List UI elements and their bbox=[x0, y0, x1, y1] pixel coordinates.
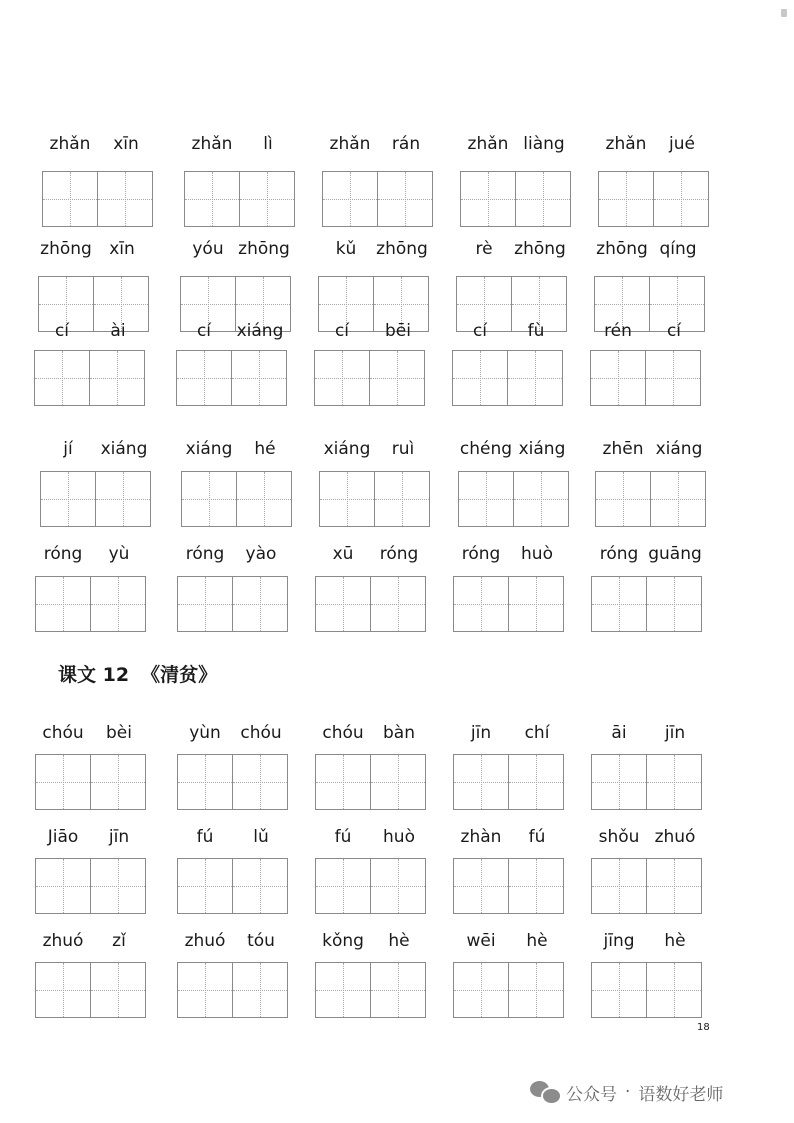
pinyin-he: hé bbox=[254, 439, 276, 459]
pinyin-zhan: zhǎn bbox=[49, 134, 91, 154]
word-item bbox=[38, 238, 149, 332]
tianzige-writing-box[interactable] bbox=[176, 350, 232, 406]
character-box-pair bbox=[458, 471, 569, 527]
character-box-pair bbox=[453, 962, 564, 1018]
tianzige-writing-box[interactable] bbox=[315, 962, 371, 1018]
character-box-pair bbox=[35, 858, 146, 914]
word-item bbox=[35, 930, 146, 1018]
tianzige-writing-box[interactable] bbox=[647, 576, 702, 632]
tianzige-writing-box[interactable] bbox=[91, 754, 146, 810]
tianzige-writing-box[interactable] bbox=[35, 858, 91, 914]
pinyin-rong: róng bbox=[185, 544, 225, 564]
character-box-pair bbox=[177, 962, 288, 1018]
pinyin-chou: chóu bbox=[240, 723, 282, 743]
tianzige-writing-box[interactable] bbox=[516, 171, 571, 227]
tianzige-writing-box[interactable] bbox=[375, 471, 430, 527]
tianzige-writing-box[interactable] bbox=[233, 858, 288, 914]
character-box-pair bbox=[315, 858, 426, 914]
word-item bbox=[177, 930, 288, 1018]
pinyin-jin: jīn bbox=[470, 723, 492, 743]
word-item bbox=[176, 320, 287, 406]
word-item bbox=[177, 543, 288, 632]
tianzige-writing-box[interactable] bbox=[509, 754, 564, 810]
word-item bbox=[453, 722, 564, 810]
pinyin-tou: tóu bbox=[247, 931, 275, 951]
pinyin-fu: fú bbox=[196, 827, 214, 847]
pinyin-jin: jīn bbox=[664, 723, 686, 743]
tianzige-writing-box[interactable] bbox=[35, 754, 91, 810]
pinyin-huo: huò bbox=[521, 544, 553, 564]
lesson-heading bbox=[58, 662, 217, 688]
pinyin-guang: guāng bbox=[648, 544, 702, 564]
tianzige-writing-box[interactable] bbox=[322, 171, 378, 227]
pinyin-rong: róng bbox=[599, 544, 639, 564]
pinyin-zhong: zhōng bbox=[376, 239, 428, 259]
character-box-pair bbox=[177, 754, 288, 810]
pinyin-xin: xīn bbox=[109, 239, 135, 259]
tianzige-writing-box[interactable] bbox=[371, 754, 426, 810]
tianzige-writing-box[interactable] bbox=[654, 171, 709, 227]
tianzige-writing-box[interactable] bbox=[370, 350, 425, 406]
pinyin-zhuo: zhuó bbox=[654, 827, 696, 847]
pinyin-zhuo: zhuó bbox=[42, 931, 84, 951]
pinyin-ci: cí bbox=[196, 321, 212, 341]
pinyin-zhan: zhǎn bbox=[605, 134, 647, 154]
pinyin-ren: rén bbox=[604, 321, 632, 341]
character-box-pair bbox=[184, 171, 295, 227]
watermark-source: 公众号 bbox=[566, 1084, 617, 1105]
character-box-pair bbox=[453, 576, 564, 632]
character-box-pair bbox=[595, 471, 706, 527]
character-box-pair bbox=[176, 350, 287, 406]
tianzige-writing-box[interactable] bbox=[315, 858, 371, 914]
pinyin-rong: róng bbox=[379, 544, 419, 564]
word-item bbox=[594, 238, 705, 332]
tianzige-writing-box[interactable] bbox=[453, 962, 509, 1018]
tianzige-writing-box[interactable] bbox=[237, 471, 292, 527]
pinyin-you: yóu bbox=[192, 239, 224, 259]
word-item bbox=[595, 438, 706, 527]
tianzige-writing-box[interactable] bbox=[371, 962, 426, 1018]
word-item bbox=[315, 930, 426, 1018]
tianzige-writing-box[interactable] bbox=[509, 576, 564, 632]
tianzige-writing-box[interactable] bbox=[96, 471, 151, 527]
tianzige-writing-box[interactable] bbox=[514, 471, 569, 527]
word-item bbox=[460, 133, 571, 227]
pinyin-huo: huò bbox=[383, 827, 415, 847]
tianzige-writing-box[interactable] bbox=[233, 754, 288, 810]
pinyin-rong: róng bbox=[43, 544, 83, 564]
tianzige-writing-box[interactable] bbox=[42, 171, 98, 227]
pinyin-fu: fù bbox=[527, 321, 545, 341]
word-item bbox=[598, 133, 709, 227]
tianzige-writing-box[interactable] bbox=[646, 350, 701, 406]
word-item bbox=[177, 826, 288, 914]
pinyin-xin: xīn bbox=[113, 134, 139, 154]
character-box-pair bbox=[35, 962, 146, 1018]
pinyin-ci: cí bbox=[54, 321, 70, 341]
pinyin-rong: róng bbox=[461, 544, 501, 564]
pinyin-li: lì bbox=[263, 134, 273, 154]
lesson-title: 《清贫》 bbox=[141, 664, 218, 686]
word-item bbox=[590, 320, 701, 406]
word-item bbox=[180, 238, 291, 332]
character-box-pair bbox=[591, 576, 702, 632]
tianzige-writing-box[interactable] bbox=[315, 754, 371, 810]
character-box-pair bbox=[319, 471, 430, 527]
pinyin-fu: fú bbox=[334, 827, 352, 847]
word-item bbox=[35, 722, 146, 810]
word-item bbox=[591, 930, 702, 1018]
tianzige-writing-box[interactable] bbox=[378, 171, 433, 227]
pinyin-chou: chóu bbox=[322, 723, 364, 743]
character-box-pair bbox=[315, 754, 426, 810]
pinyin-yao: yào bbox=[245, 544, 277, 564]
character-box-pair bbox=[314, 350, 425, 406]
tianzige-writing-box[interactable] bbox=[458, 471, 514, 527]
pinyin-zhuo: zhuó bbox=[184, 931, 226, 951]
tianzige-writing-box[interactable] bbox=[647, 962, 702, 1018]
pinyin-fu: fú bbox=[528, 827, 546, 847]
watermark-account: 语数好老师 bbox=[638, 1084, 724, 1105]
tianzige-writing-box[interactable] bbox=[177, 858, 233, 914]
tianzige-writing-box[interactable] bbox=[90, 350, 145, 406]
tianzige-writing-box[interactable] bbox=[232, 350, 287, 406]
word-item bbox=[452, 320, 563, 406]
word-item bbox=[456, 238, 567, 332]
character-box-pair bbox=[40, 471, 151, 527]
pinyin-liang: liàng bbox=[523, 134, 565, 154]
character-box-pair bbox=[315, 576, 426, 632]
pinyin-shou: shǒu bbox=[598, 827, 640, 847]
word-item bbox=[177, 722, 288, 810]
tianzige-writing-box[interactable] bbox=[509, 858, 564, 914]
character-box-pair bbox=[34, 350, 145, 406]
pinyin-zhan: zhǎn bbox=[329, 134, 371, 154]
character-box-pair bbox=[460, 171, 571, 227]
pinyin-ci: cí bbox=[472, 321, 488, 341]
pinyin-cheng: chéng bbox=[459, 439, 513, 459]
pinyin-zi: zǐ bbox=[112, 931, 126, 951]
tianzige-writing-box[interactable] bbox=[91, 962, 146, 1018]
tianzige-writing-box[interactable] bbox=[591, 576, 647, 632]
pinyin-zhong: zhōng bbox=[596, 239, 648, 259]
character-box-pair bbox=[177, 858, 288, 914]
pinyin-xiang: xiáng bbox=[323, 439, 371, 459]
pinyin-ji: jí bbox=[63, 439, 73, 459]
tianzige-writing-box[interactable] bbox=[647, 754, 702, 810]
character-box-pair bbox=[35, 576, 146, 632]
pinyin-he: hè bbox=[526, 931, 548, 951]
word-item bbox=[591, 722, 702, 810]
pinyin-xiang: xiáng bbox=[655, 439, 703, 459]
tianzige-writing-box[interactable] bbox=[91, 576, 146, 632]
pinyin-xiang: xiáng bbox=[185, 439, 233, 459]
pinyin-xiang: xiáng bbox=[236, 321, 284, 341]
pinyin-re: rè bbox=[475, 239, 493, 259]
watermark-separator: · bbox=[625, 1082, 631, 1102]
tianzige-writing-box[interactable] bbox=[184, 171, 240, 227]
word-item bbox=[453, 930, 564, 1018]
tianzige-writing-box[interactable] bbox=[177, 576, 233, 632]
character-box-pair bbox=[590, 350, 701, 406]
pinyin-zhong: zhōng bbox=[40, 239, 92, 259]
character-box-pair bbox=[177, 576, 288, 632]
word-item bbox=[453, 543, 564, 632]
pinyin-ai: āi bbox=[611, 723, 627, 743]
pinyin-ran: rán bbox=[391, 134, 421, 154]
tianzige-writing-box[interactable] bbox=[40, 471, 96, 527]
pinyin-ai: ài bbox=[110, 321, 126, 341]
tianzige-writing-box[interactable] bbox=[177, 962, 233, 1018]
pinyin-zhan: zhǎn bbox=[467, 134, 509, 154]
pinyin-ci: cí bbox=[334, 321, 350, 341]
tianzige-writing-box[interactable] bbox=[598, 171, 654, 227]
character-box-pair bbox=[591, 858, 702, 914]
pinyin-wei: wēi bbox=[466, 931, 496, 951]
word-item bbox=[184, 133, 295, 227]
character-box-pair bbox=[453, 754, 564, 810]
tianzige-writing-box[interactable] bbox=[177, 754, 233, 810]
tianzige-writing-box[interactable] bbox=[35, 962, 91, 1018]
pinyin-kong: kǒng bbox=[322, 931, 364, 951]
character-box-pair bbox=[591, 962, 702, 1018]
pinyin-zhen: zhēn bbox=[602, 439, 644, 459]
word-item bbox=[315, 722, 426, 810]
pinyin-yu: yù bbox=[108, 544, 130, 564]
word-item bbox=[458, 438, 569, 527]
tianzige-writing-box[interactable] bbox=[453, 754, 509, 810]
wechat-icon bbox=[530, 1081, 560, 1103]
word-item bbox=[591, 543, 702, 632]
pinyin-zhan: zhǎn bbox=[191, 134, 233, 154]
character-box-pair bbox=[453, 858, 564, 914]
word-item bbox=[315, 543, 426, 632]
pinyin-zhong: zhōng bbox=[238, 239, 290, 259]
tianzige-writing-box[interactable] bbox=[591, 754, 647, 810]
watermark-footer bbox=[530, 1078, 723, 1106]
tianzige-writing-box[interactable] bbox=[647, 858, 702, 914]
tianzige-writing-box[interactable] bbox=[509, 962, 564, 1018]
tianzige-writing-box[interactable] bbox=[34, 350, 90, 406]
word-item bbox=[181, 438, 292, 527]
pinyin-bei: bèi bbox=[106, 723, 132, 743]
word-item bbox=[42, 133, 153, 227]
word-item bbox=[40, 438, 151, 527]
pinyin-zhan: zhàn bbox=[460, 827, 502, 847]
pinyin-jue: jué bbox=[669, 134, 695, 154]
character-box-pair bbox=[591, 754, 702, 810]
tianzige-writing-box[interactable] bbox=[460, 171, 516, 227]
tianzige-writing-box[interactable] bbox=[453, 858, 509, 914]
pinyin-yun: yùn bbox=[189, 723, 221, 743]
word-item bbox=[315, 826, 426, 914]
lesson-number: 课文 12 bbox=[58, 664, 130, 686]
pinyin-ku: kǔ bbox=[335, 239, 357, 259]
pinyin-bei: bēi bbox=[385, 321, 411, 341]
pinyin-jin: jīn bbox=[108, 827, 130, 847]
character-box-pair bbox=[181, 471, 292, 527]
word-item bbox=[35, 826, 146, 914]
page-number: 18 bbox=[697, 1022, 710, 1033]
pinyin-lu: lǔ bbox=[253, 827, 269, 847]
tianzige-writing-box[interactable] bbox=[591, 962, 647, 1018]
tianzige-writing-box[interactable] bbox=[591, 858, 647, 914]
pinyin-xiang: xiáng bbox=[518, 439, 566, 459]
character-box-pair bbox=[315, 962, 426, 1018]
character-box-pair bbox=[452, 350, 563, 406]
pinyin-jiao: Jiāo bbox=[47, 827, 79, 847]
word-item bbox=[318, 238, 429, 332]
pinyin-he: hè bbox=[388, 931, 410, 951]
tianzige-writing-box[interactable] bbox=[240, 171, 295, 227]
tianzige-writing-box[interactable] bbox=[315, 576, 371, 632]
tianzige-writing-box[interactable] bbox=[233, 962, 288, 1018]
character-box-pair bbox=[322, 171, 433, 227]
word-item bbox=[591, 826, 702, 914]
pinyin-xu: xū bbox=[332, 544, 354, 564]
character-box-pair bbox=[35, 754, 146, 810]
pinyin-jing: jīng bbox=[603, 931, 635, 951]
tianzige-writing-box[interactable] bbox=[314, 350, 370, 406]
pinyin-ban: bàn bbox=[383, 723, 415, 743]
tianzige-writing-box[interactable] bbox=[98, 171, 153, 227]
pinyin-chou: chóu bbox=[42, 723, 84, 743]
tianzige-writing-box[interactable] bbox=[233, 576, 288, 632]
word-item bbox=[322, 133, 433, 227]
tianzige-writing-box[interactable] bbox=[590, 350, 646, 406]
pinyin-he: hè bbox=[664, 931, 686, 951]
pinyin-zhong: zhōng bbox=[514, 239, 566, 259]
tianzige-writing-box[interactable] bbox=[651, 471, 706, 527]
word-item bbox=[34, 320, 145, 406]
tianzige-writing-box[interactable] bbox=[508, 350, 563, 406]
tianzige-writing-box[interactable] bbox=[91, 858, 146, 914]
tianzige-writing-box[interactable] bbox=[35, 576, 91, 632]
pinyin-qing: qíng bbox=[659, 239, 697, 259]
tianzige-writing-box[interactable] bbox=[452, 350, 508, 406]
tianzige-writing-box[interactable] bbox=[453, 576, 509, 632]
pinyin-ci: cí bbox=[666, 321, 682, 341]
character-box-pair bbox=[598, 171, 709, 227]
pinyin-rui: ruì bbox=[391, 439, 415, 459]
pinyin-chi: chí bbox=[524, 723, 550, 743]
corner-mark bbox=[781, 9, 787, 17]
word-item bbox=[35, 543, 146, 632]
tianzige-writing-box[interactable] bbox=[181, 471, 237, 527]
word-item bbox=[314, 320, 425, 406]
word-item bbox=[453, 826, 564, 914]
tianzige-writing-box[interactable] bbox=[319, 471, 375, 527]
character-box-pair bbox=[42, 171, 153, 227]
tianzige-writing-box[interactable] bbox=[371, 858, 426, 914]
word-item bbox=[319, 438, 430, 527]
tianzige-writing-box[interactable] bbox=[371, 576, 426, 632]
pinyin-xiang: xiáng bbox=[100, 439, 148, 459]
tianzige-writing-box[interactable] bbox=[595, 471, 651, 527]
